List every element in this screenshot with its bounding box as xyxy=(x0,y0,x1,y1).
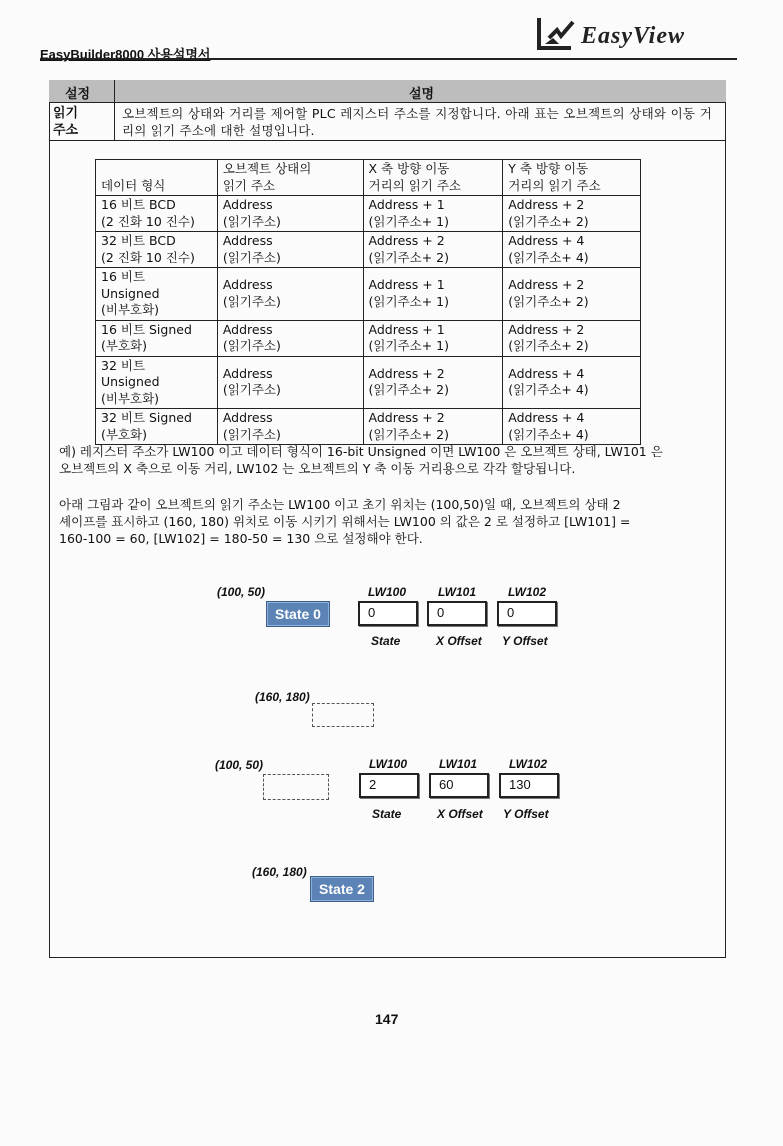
table-header-cell: 오브젝트 상태의 읽기 주소 xyxy=(217,160,363,196)
table-cell: 16 비트 Signed (부호화) xyxy=(96,320,218,356)
table-cell: 16 비트 Unsigned (비부호화) xyxy=(96,268,218,321)
table-row xyxy=(96,320,641,356)
table-cell: Address + 2 (읽기주소+ 2) xyxy=(503,320,641,356)
start-coordinate-label: (100, 50) xyxy=(215,758,264,772)
table-cell: Address (읽기주소) xyxy=(217,268,363,321)
target-coordinate-label: (160, 180) xyxy=(252,865,307,879)
table-cell: Address + 1 (읽기주소+ 1) xyxy=(363,196,503,232)
target-coordinate-label: (160, 180) xyxy=(255,690,310,704)
easyview-logo xyxy=(535,14,725,56)
caption-state: State xyxy=(372,807,402,821)
caption-x-offset: X Offset xyxy=(436,634,482,648)
start-coordinate-label: (100, 50) xyxy=(217,585,266,599)
caption-state: State xyxy=(371,634,401,648)
table-header-row xyxy=(96,160,641,196)
state-0-object: State 0 xyxy=(266,601,330,627)
target-placeholder xyxy=(312,703,374,727)
header-description: 설명 xyxy=(409,87,435,102)
table-cell: Address + 4 (읽기주소+ 4) xyxy=(503,232,641,268)
origin-placeholder xyxy=(263,774,329,800)
table-header-cell: X 축 방향 이동 거리의 읽기 주소 xyxy=(363,160,503,196)
document-title: EasyBuilder8000 사용설명서 xyxy=(40,47,211,62)
register-lw101-label: LW101 xyxy=(438,585,477,599)
table-cell: Address + 2 (읽기주소+ 2) xyxy=(503,268,641,321)
table-cell: Address + 2 (읽기주소+ 2) xyxy=(363,232,503,268)
table-cell: Address (읽기주소) xyxy=(217,320,363,356)
table-cell: 32 비트 Unsigned (비부호화) xyxy=(96,356,218,409)
caption-y-offset: Y Offset xyxy=(503,807,549,821)
table-cell: Address + 2 (읽기주소+ 2) xyxy=(363,356,503,409)
row-divider xyxy=(49,140,726,141)
caption-x-offset: X Offset xyxy=(437,807,483,821)
table-cell: Address + 2 (읽기주소+ 2) xyxy=(503,196,641,232)
read-address-table xyxy=(95,159,641,445)
table-row xyxy=(96,356,641,409)
header-setting: 설정 xyxy=(65,87,91,102)
table-cell: Address (읽기주소) xyxy=(217,196,363,232)
column-divider xyxy=(114,80,115,140)
register-lw102-label: LW102 xyxy=(509,757,548,771)
table-cell: Address + 4 (읽기주소+ 4) xyxy=(503,409,641,445)
lw101-value-box: 60 xyxy=(429,773,489,798)
table-cell: Address (읽기주소) xyxy=(217,232,363,268)
table-cell: Address + 4 (읽기주소+ 4) xyxy=(503,356,641,409)
table-row xyxy=(96,409,641,445)
logo-mark-icon xyxy=(535,14,581,56)
register-lw102-label: LW102 xyxy=(508,585,547,599)
setting-description: 오브젝트의 상태와 거리를 제어할 PLC 레지스터 주소를 지정합니다. 아래 표는 오브젝트의 상태와 이동 거리의 읽기 주소에 대한 설명입니다. xyxy=(122,106,712,138)
lw100-value-box: 2 xyxy=(359,773,419,798)
caption-y-offset: Y Offset xyxy=(502,634,548,648)
register-lw100-label: LW100 xyxy=(368,585,407,599)
state-2-object: State 2 xyxy=(310,876,374,902)
register-lw101-label: LW101 xyxy=(439,757,478,771)
table-row xyxy=(96,196,641,232)
page-number: 147 xyxy=(375,1011,399,1027)
table-cell: 32 비트 BCD (2 진화 10 진수) xyxy=(96,232,218,268)
table-cell: Address (읽기주소) xyxy=(217,409,363,445)
table-cell: 32 비트 Signed (부호화) xyxy=(96,409,218,445)
table-cell: Address + 2 (읽기주소+ 2) xyxy=(363,409,503,445)
logo-text: EasyView xyxy=(581,23,686,49)
table-header-cell: 데이터 형식 xyxy=(96,160,218,196)
explanation-paragraph: 아래 그림과 같이 오브젝트의 읽기 주소는 LW100 이고 초기 위치는 (100,50)일 때, 오브젝트의 상태 2 셰이프를 표시하고 (160, 180) 위치로 이동 시키기 위해서는 LW100 의 값은 2 로 설정하고 [LW101] = 160-100 = 60, [LW102] = 180-50 = 130 으로 설정해야 한다. xyxy=(59,497,631,546)
table-header-row xyxy=(49,80,726,103)
lw102-value-box: 130 xyxy=(499,773,559,798)
table-cell: Address (읽기주소) xyxy=(217,356,363,409)
lw102-value-box: 0 xyxy=(497,601,557,626)
table-cell: Address + 1 (읽기주소+ 1) xyxy=(363,268,503,321)
example-text: 예) 레지스터 주소가 LW100 이고 데이터 형식이 16-bit Unsigned 이면 LW100 은 오브젝트 상태, LW101 은 오브젝트의 X 축으로 이동 거리, LW102 는 오브젝트의 Y 축 이동 거리용으로 각각 할당됩니다. xyxy=(59,444,663,476)
table-cell: Address + 1 (읽기주소+ 1) xyxy=(363,320,503,356)
table-cell: 16 비트 BCD (2 진화 10 진수) xyxy=(96,196,218,232)
table-header-cell: Y 축 방향 이동 거리의 읽기 주소 xyxy=(503,160,641,196)
lw100-value-box: 0 xyxy=(358,601,418,626)
setting-label: 읽기 주소 xyxy=(53,106,79,138)
header-rule xyxy=(40,58,737,60)
lw101-value-box: 0 xyxy=(427,601,487,626)
table-row xyxy=(96,268,641,321)
table-row xyxy=(96,232,641,268)
register-lw100-label: LW100 xyxy=(369,757,408,771)
